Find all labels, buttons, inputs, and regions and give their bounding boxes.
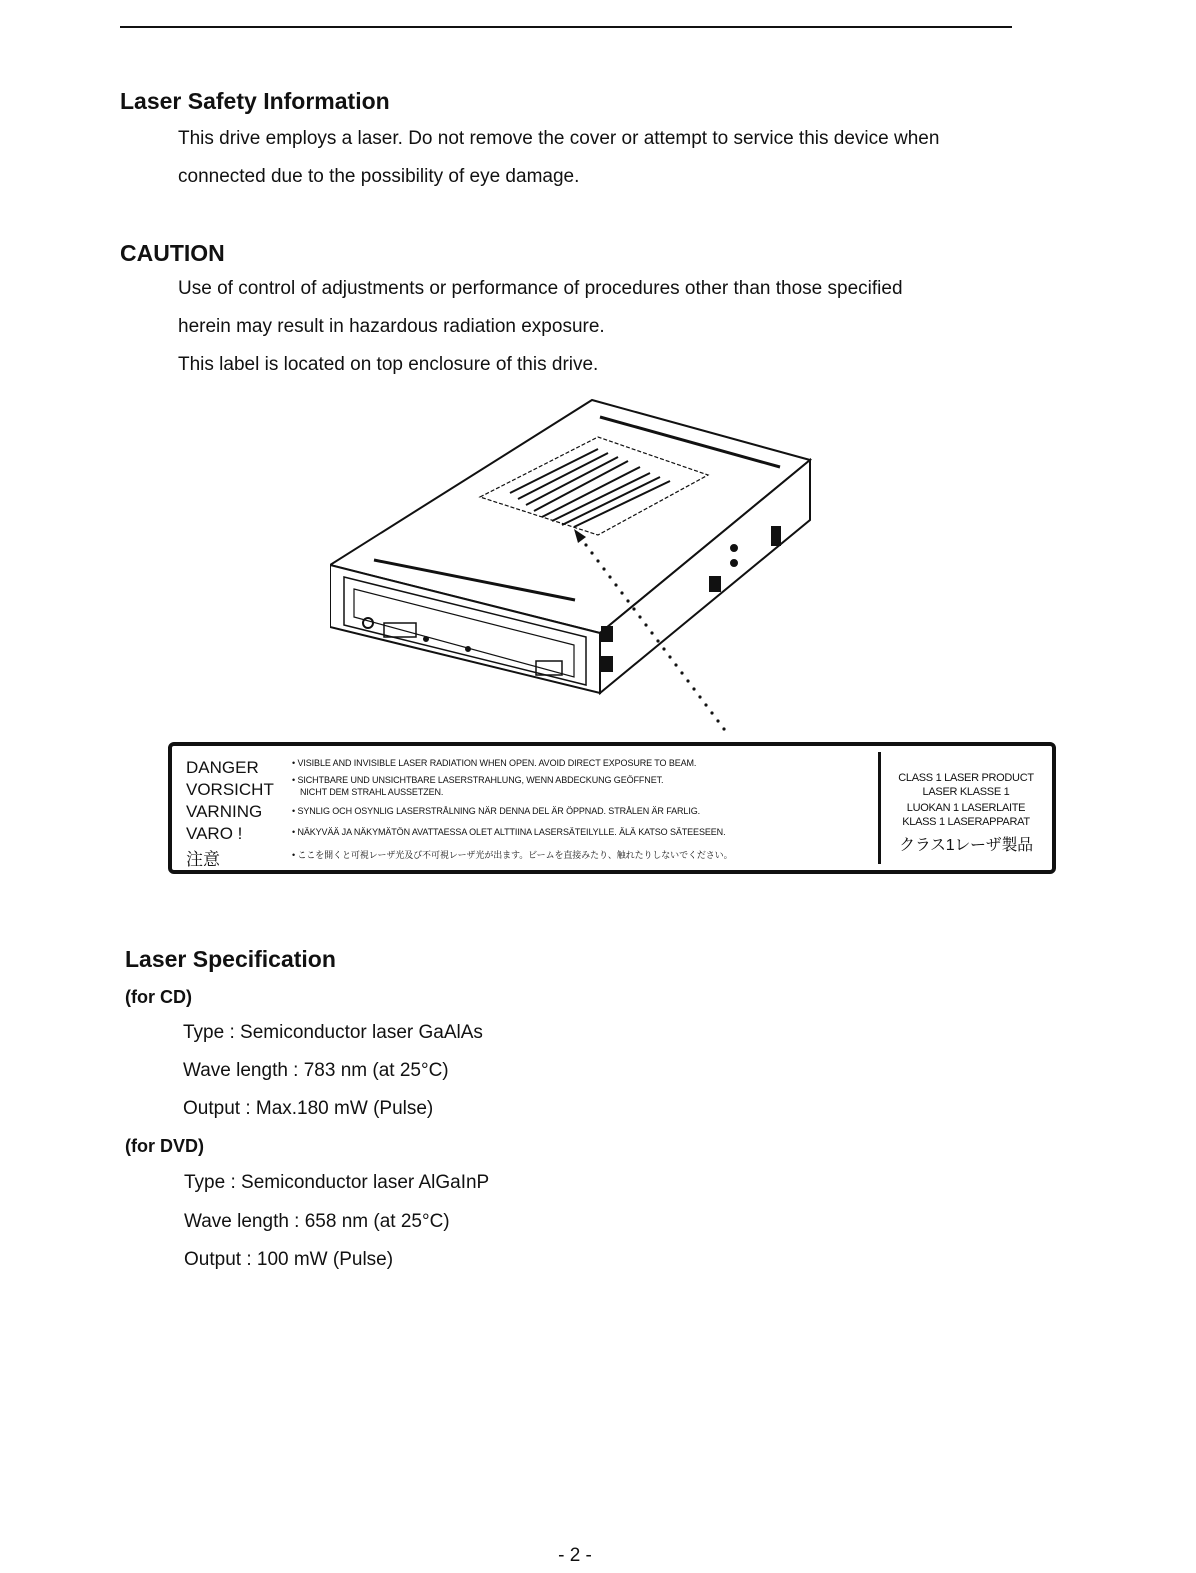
safety-text-line-1: This drive employs a laser. Do not remove the cover or attempt to service this device when: [178, 128, 940, 149]
caution-text-line-1: Use of control of adjustments or performance of procedures other than those specified: [178, 278, 903, 299]
for-cd-heading: (for CD): [125, 987, 192, 1007]
class-line-2: LASER KLASSE 1: [922, 786, 1010, 798]
warning-swedish: • SYNLIG OCH OSYNLIG LASERSTRÅLNING NÄR DENNA DEL ÄR ÖPPNAD. STRÅLEN ÄR FARLIG.: [292, 806, 701, 816]
lang-varning: VARNING: [186, 802, 263, 821]
dvd-output: Output : 100 mW (Pulse): [184, 1249, 394, 1270]
lang-vorsicht: VORSICHT: [186, 780, 274, 799]
cd-wavelength: Wave length : 783 nm (at 25°C): [183, 1060, 449, 1081]
warning-finnish: • NÄKYVÄÄ JA NÄKYMÄTÖN AVATTAESSA OLET ALTTIINA LASERSÄTEILYLLE. ÄLÄ KATSO SÄTEESEEN.: [292, 827, 726, 837]
warning-japanese: • ここを開くと可視レーザ光及び不可視レーザ光が出ます。ビームを直接みたり、触れたりしないでください。: [292, 850, 733, 860]
lang-varo: VARO !: [186, 824, 243, 843]
caution-heading: CAUTION: [120, 240, 225, 266]
lang-japanese: 注意: [186, 850, 220, 869]
class-line-5: クラス1レーザ製品: [899, 837, 1033, 854]
cd-output: Output : Max.180 mW (Pulse): [183, 1098, 434, 1119]
dvd-wavelength: Wave length : 658 nm (at 25°C): [184, 1211, 450, 1232]
caution-text-line-3: This label is located on top enclosure of this drive.: [178, 354, 599, 375]
class-1-box: [878, 752, 1048, 864]
page-number: - 2 -: [558, 1545, 592, 1566]
warning-english: • VISIBLE AND INVISIBLE LASER RADIATION WHEN OPEN. AVOID DIRECT EXPOSURE TO BEAM.: [292, 758, 697, 768]
class-line-1: CLASS 1 LASER PRODUCT: [898, 772, 1034, 784]
safety-text-line-2: connected due to the possibility of eye damage.: [178, 166, 580, 187]
cd-type: Type : Semiconductor laser GaAlAs: [183, 1022, 483, 1043]
drive-illustration: [330, 395, 820, 740]
caution-text-line-2: herein may result in hazardous radiation exposure.: [178, 316, 605, 337]
class-line-3: LUOKAN 1 LASERLAITE: [906, 802, 1026, 814]
lang-danger: DANGER: [186, 758, 259, 777]
laser-warning-label: [168, 742, 1056, 874]
warning-german-2: NICHT DEM STRAHL AUSSETZEN.: [300, 787, 444, 797]
laser-safety-heading: Laser Safety Information: [120, 88, 390, 114]
warning-german: • SICHTBARE UND UNSICHTBARE LASERSTRAHLUNG, WENN ABDECKUNG GEÖFFNET.: [292, 775, 664, 785]
dvd-type: Type : Semiconductor laser AlGaInP: [184, 1172, 490, 1193]
for-dvd-heading: (for DVD): [125, 1136, 204, 1156]
top-rule: [120, 26, 1012, 28]
laser-spec-heading: Laser Specification: [125, 946, 336, 972]
class-line-4: KLASS 1 LASERAPPARAT: [902, 816, 1030, 828]
